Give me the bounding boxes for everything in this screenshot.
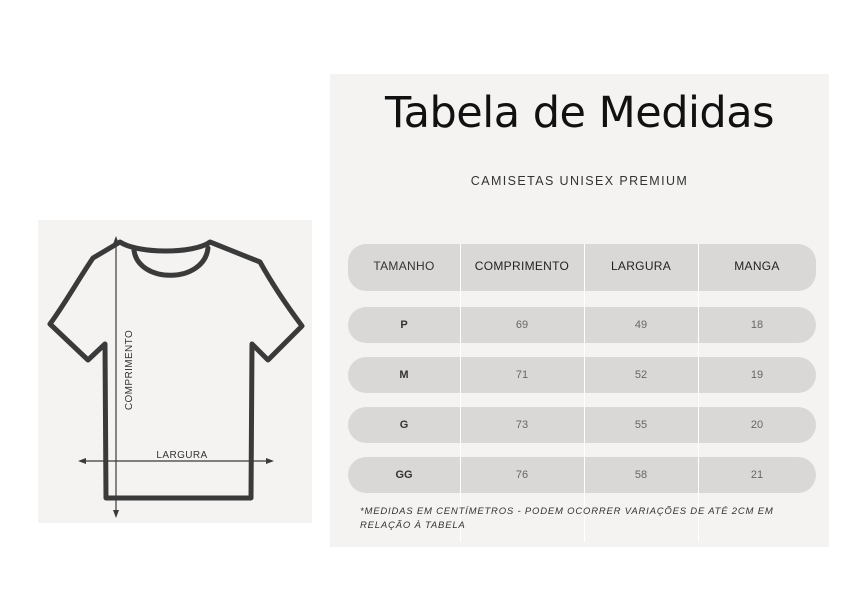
length-arrow-head-top [113, 236, 119, 244]
footnote: *MEDIDAS EM CENTÍMETROS - PODEM OCORRER VARIAÇÕES DE ATÉ 2CM EM RELAÇÃO À TABELA [360, 506, 774, 531]
size-cell: P [400, 319, 408, 331]
tshirt-diagram-panel [38, 220, 312, 523]
header-largura: LARGURA [610, 258, 672, 273]
length-label: COMPRIMENTO [124, 329, 135, 411]
comprimento-cell: 71 [515, 369, 529, 381]
largura-cell: 52 [634, 369, 648, 381]
column-divider [698, 244, 699, 542]
column-divider [584, 244, 585, 542]
manga-cell: 19 [750, 369, 764, 381]
header-tamanho: TAMANHO [373, 258, 435, 273]
header-comprimento: COMPRIMENTO [474, 258, 570, 273]
comprimento-cell: 69 [515, 319, 529, 331]
manga-cell: 20 [750, 419, 764, 431]
table-row [348, 457, 816, 493]
table-row [348, 307, 816, 343]
largura-cell: 49 [634, 319, 648, 331]
largura-cell: 55 [634, 419, 648, 431]
width-arrow-head-right [266, 458, 274, 464]
width-label: LARGURA [156, 450, 208, 461]
size-cell: M [399, 369, 409, 381]
table-row [348, 407, 816, 443]
header-manga: MANGA [734, 258, 780, 273]
tshirt-diagram [38, 220, 312, 523]
size-cell: GG [395, 469, 413, 481]
comprimento-cell: 76 [515, 469, 529, 481]
size-cell: G [399, 419, 409, 431]
column-divider [460, 244, 461, 542]
table-row [348, 357, 816, 393]
width-arrow-head-left [78, 458, 86, 464]
subtitle: CAMISETAS UNISEX PREMIUM [470, 174, 689, 188]
manga-cell: 18 [750, 319, 764, 331]
length-arrow-head-bottom [113, 510, 119, 518]
page-title: Tabela de Medidas [385, 88, 774, 138]
table-header [348, 244, 816, 291]
size-table-panel [330, 74, 829, 547]
manga-cell: 21 [750, 469, 764, 481]
largura-cell: 58 [634, 469, 648, 481]
comprimento-cell: 73 [515, 419, 529, 431]
